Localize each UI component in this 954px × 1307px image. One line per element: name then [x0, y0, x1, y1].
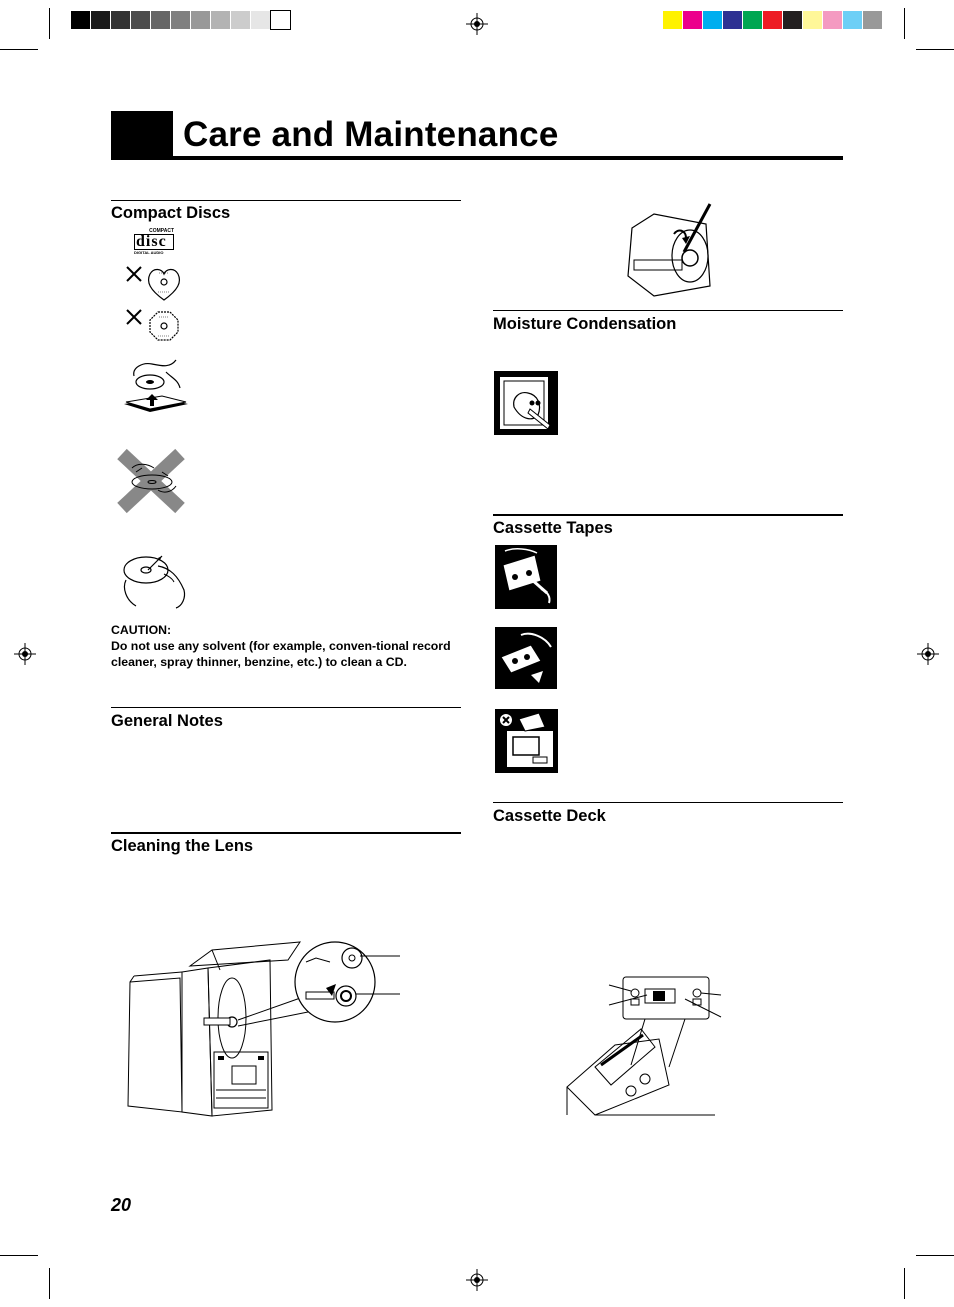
disc-bending-icon	[118, 450, 184, 512]
color-swatch	[683, 11, 702, 29]
color-swatch	[763, 11, 782, 29]
cd-logo-bottom: DIGITAL AUDIO	[134, 250, 164, 255]
window-condensation-icon	[494, 371, 558, 435]
section-divider	[493, 514, 843, 516]
color-swatch	[131, 11, 150, 29]
section-divider	[493, 802, 843, 803]
caution-text: Do not use any solvent (for example, conven-tional record cleaner, spray thinner, benzine, etc.) to clean a CD.	[111, 639, 451, 669]
cassette-slack-icon	[495, 545, 557, 609]
section-divider	[111, 200, 461, 201]
caution-note	[111, 622, 461, 670]
disc-wiping-icon	[118, 546, 190, 610]
color-swatch	[783, 11, 802, 29]
deck-heads-icon	[565, 975, 725, 1120]
page-title: Care and Maintenance	[183, 115, 559, 154]
cassette-insert-icon	[495, 627, 557, 689]
color-swatch	[271, 11, 290, 29]
page-number: 20	[111, 1195, 132, 1215]
compact-disc-logo-icon	[134, 229, 174, 255]
section-heading-compact-discs: Compact Discs	[111, 204, 231, 222]
color-swatch	[151, 11, 170, 29]
color-swatch	[251, 11, 270, 29]
crop-mark	[0, 1255, 38, 1256]
color-swatch	[231, 11, 250, 29]
cd-logo-top: COMPACT	[149, 228, 174, 234]
lens-cleaning-icon	[620, 200, 720, 300]
heart-shaped-disc-icon	[124, 264, 184, 304]
caution-label: CAUTION:	[111, 623, 172, 637]
crop-mark	[916, 1255, 954, 1256]
section-heading-general-notes: General Notes	[111, 712, 223, 730]
color-swatch	[171, 11, 190, 29]
color-swatch	[703, 11, 722, 29]
section-divider	[111, 832, 461, 834]
crop-mark	[49, 1268, 50, 1299]
title-underline	[111, 156, 843, 160]
section-divider	[111, 707, 461, 708]
crop-mark	[0, 49, 38, 50]
color-swatch	[743, 11, 762, 29]
section-heading-moisture: Moisture Condensation	[493, 315, 677, 333]
color-swatch	[803, 11, 822, 29]
color-swatch	[823, 11, 842, 29]
system-lens-icon	[120, 940, 405, 1120]
color-swatch	[191, 11, 210, 29]
disc-handling-icon	[122, 358, 192, 418]
registration-target-icon	[14, 643, 36, 665]
octagon-disc-icon	[124, 307, 184, 347]
title-block	[111, 111, 173, 159]
section-heading-cleaning-lens: Cleaning the Lens	[111, 837, 254, 855]
section-heading-cassette-tapes: Cassette Tapes	[493, 519, 613, 537]
section-heading-cassette-deck: Cassette Deck	[493, 807, 606, 825]
color-swatch	[211, 11, 230, 29]
color-swatch	[723, 11, 742, 29]
color-swatch	[71, 11, 90, 29]
cassette-heat-icon	[495, 709, 558, 773]
color-swatch	[843, 11, 862, 29]
crop-mark	[904, 1268, 905, 1299]
crop-mark	[916, 49, 954, 50]
color-swatch	[663, 11, 682, 29]
crop-mark	[904, 8, 905, 39]
registration-target-icon	[466, 1269, 488, 1291]
color-swatch	[91, 11, 110, 29]
color-swatch	[111, 11, 130, 29]
crop-mark	[49, 8, 50, 39]
cd-logo-main: disc	[134, 234, 174, 250]
registration-target-icon	[466, 13, 488, 35]
color-swatch	[863, 11, 882, 29]
registration-target-icon	[917, 643, 939, 665]
section-divider	[493, 310, 843, 311]
